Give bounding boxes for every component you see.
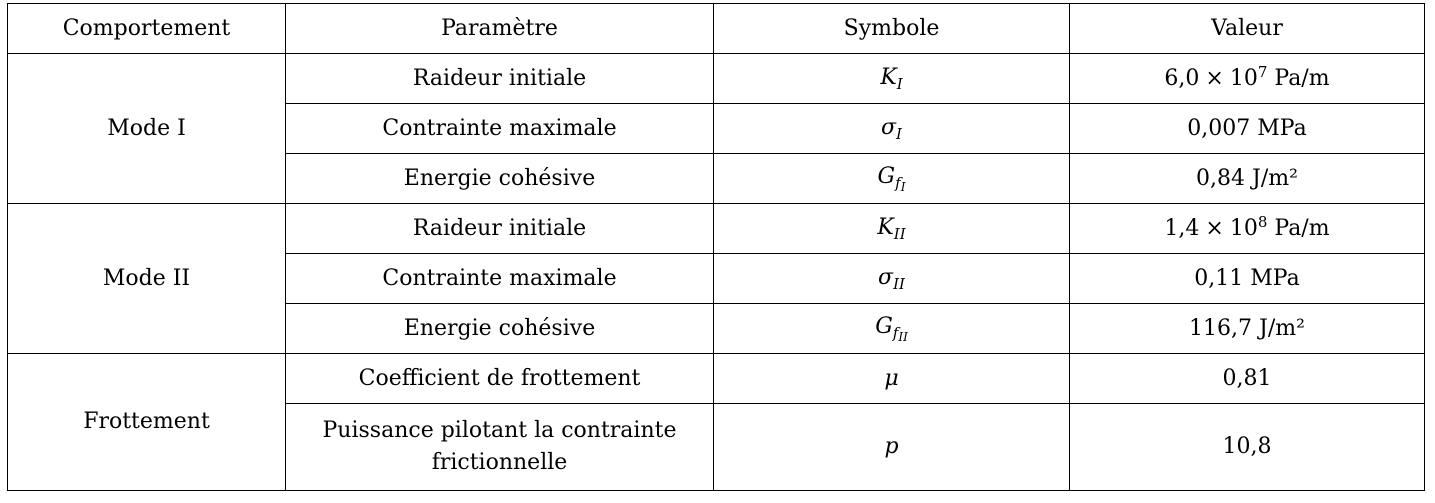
value-cell: 0,007 MPa [1070,104,1425,154]
parameter-line-1: Puissance pilotant la contrainte [322,418,677,444]
header-parameter: Paramètre [286,4,714,54]
value-cell: 10,8 [1070,404,1425,491]
symbol-cell [714,354,1070,404]
symbol: $\sigma_{II}$ [878,264,905,293]
header-row [8,4,1425,54]
table-row [8,204,1425,254]
parameter-line-2: frictionnelle [431,450,568,475]
parameter-cell: Contrainte maximale [286,254,714,304]
symbol-cell [714,404,1070,491]
symbol-cell [714,304,1070,354]
header-symbol: Symbole [714,4,1070,54]
group-label: Mode I [8,54,286,204]
symbol: $K_{II}$ [877,214,906,243]
value-cell: 0,11 MPa [1070,254,1425,304]
parameter-cell: Coefficient de frottement [286,354,714,404]
parameter-cell: Energie cohésive [286,304,714,354]
parameter-cell: Contrainte maximale [286,104,714,154]
value-cell: $1,4 \times 10^8$ Pa/m [1070,204,1425,254]
header-value: Valeur [1070,4,1425,54]
symbol: $G_{f_I}$ [877,163,906,194]
symbol: $K_I$ [880,64,903,93]
symbol: p [884,434,899,460]
symbol: $\sigma_I$ [881,114,902,143]
value-cell: $6,0 \times 10^7$ Pa/m [1070,54,1425,104]
symbol: $G_{f_{II}}$ [875,313,908,344]
value-cell: 116,7 J/m² [1070,304,1425,354]
symbol-cell [714,204,1070,254]
value-cell: 0,84 J/m² [1070,154,1425,204]
parameter-cell: Raideur initiale [286,204,714,254]
group-label: Mode II [8,204,286,354]
parameter-cell [286,404,714,491]
table-row [8,354,1425,404]
header-behavior: Comportement [8,4,286,54]
table-row [8,54,1425,104]
group-label: Frottement [8,354,286,491]
symbol: μ [884,365,899,391]
parameter-cell: Energie cohésive [286,154,714,204]
symbol-cell [714,54,1070,104]
symbol-cell [714,104,1070,154]
symbol-cell [714,254,1070,304]
parameters-table [7,3,1425,491]
symbol-cell [714,154,1070,204]
value-cell: 0,81 [1070,354,1425,404]
parameter-cell: Raideur initiale [286,54,714,104]
